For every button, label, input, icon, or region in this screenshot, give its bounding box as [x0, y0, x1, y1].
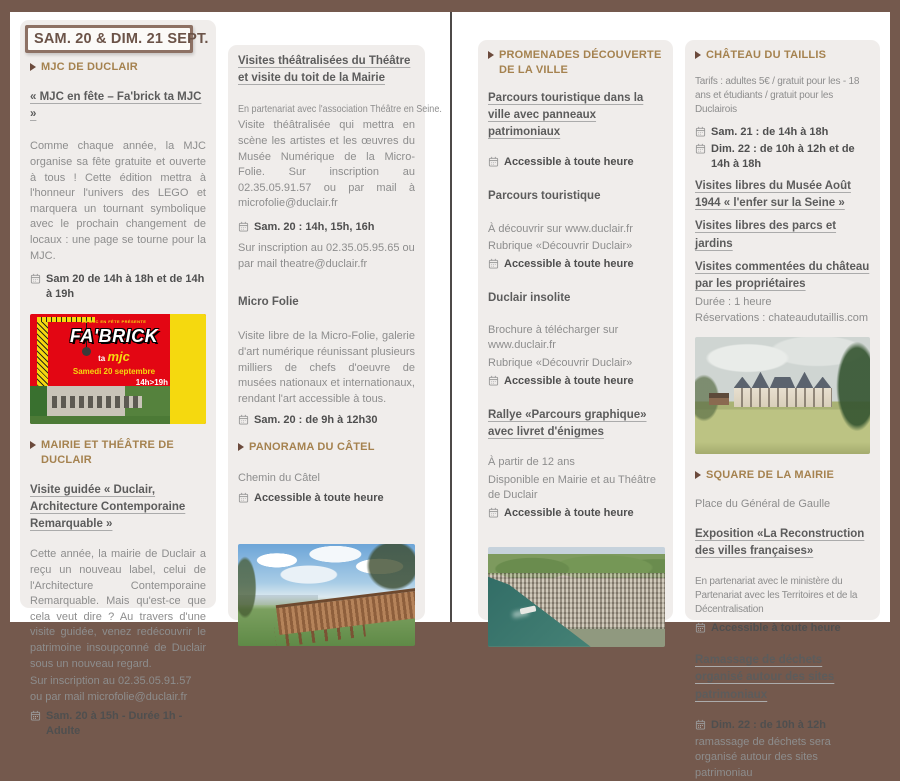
- lego-grass: [30, 416, 170, 424]
- calendar-icon: [695, 719, 706, 730]
- tree-foliage: [363, 544, 415, 594]
- schedule-line: [695, 621, 870, 636]
- column-promenades: [478, 40, 673, 620]
- calendar-icon: [695, 622, 706, 633]
- section-arrow-icon: [695, 51, 701, 59]
- date-banner-text: SAM. 20 & DIM. 21 SEPT.: [28, 28, 190, 50]
- poster-yellow-strip: [170, 314, 206, 424]
- event-description: Visite théâtralisée qui mettra en scène les artistes et les œuvres du Musée Numérique de la Micro-Folie. Sur inscription au 02.35.05.91.57 ou par mail à microfolie@duclair.fr: [238, 119, 415, 210]
- section-heading-label: MJC DE DUCLAIR: [41, 61, 138, 73]
- poster-kicker: LA MJC EN FÊTE PRÉSENTE: [81, 318, 147, 324]
- calendar-icon: [488, 156, 499, 167]
- info-line: Disponible en Mairie et au Théâtre de Duclair: [488, 473, 656, 502]
- section-arrow-icon: [30, 441, 36, 449]
- schedule-line: [488, 155, 663, 170]
- outbuilding: [709, 393, 729, 405]
- event-title: Visites libres du Musée Août 1944 « l'enfer sur la Seine »: [695, 179, 851, 210]
- lego-building-windows: [52, 396, 142, 408]
- info-line: Réservations : chateaudutaillis.com: [695, 312, 869, 325]
- info-line: ramassage de déchets sera organisé autour des sites patrimoniau: [695, 735, 831, 779]
- calendar-icon: [488, 375, 499, 386]
- schedule-line: [488, 506, 663, 521]
- roof: [752, 372, 770, 388]
- registration-note: Sur inscription au 02.35.05.91.57 ou par mail microfolie@duclair.fr: [30, 675, 192, 703]
- schedule-text: Accessible à toute heure: [711, 622, 841, 635]
- tree-foliage: [834, 337, 870, 436]
- brochure-spread: [10, 12, 890, 779]
- event-title: Duclair insolite: [488, 291, 571, 304]
- column-chateau-square: [685, 40, 880, 779]
- schedule-line: [238, 220, 415, 235]
- section-heading-label: SQUARE DE LA MAIRIE: [706, 468, 835, 481]
- info-line: À découvrir sur www.duclair.fr: [488, 222, 633, 235]
- schedule-line: [695, 718, 870, 733]
- info-line: Rubrique «Découvrir Duclair»: [488, 357, 633, 370]
- section-heading-label: CHÂTEAU DU TAILLIS: [706, 49, 827, 61]
- schedule-text: Accessible à toute heure: [504, 156, 634, 169]
- chateau-facade: [734, 388, 832, 407]
- event-title-micro-folie: Micro Folie: [238, 296, 299, 309]
- info-line: Brochure à télécharger sur www.duclair.fr: [488, 323, 619, 352]
- schedule-text: Dim. 22 : de 10h à 12h et de 14h à 18h: [711, 143, 855, 171]
- schedule-line: [488, 257, 663, 272]
- event-title: Visites libres des parcs et jardins: [695, 220, 837, 250]
- roof: [814, 377, 832, 388]
- schedule-line: [695, 125, 870, 140]
- event-title: Visites théâtralisées du Théâtre et visite du toit de la Mairie: [238, 55, 411, 85]
- schedule-line: [695, 142, 870, 172]
- schedule-text: Sam. 21 : de 14h à 18h: [711, 126, 829, 139]
- chateau-taillis-photo: [695, 337, 870, 454]
- event-description: Visite libre de la Micro-Folie, galerie d'art numérique réunissant plusieurs milliers de chefs d'oeuvre de musées nationaux et internationaux, rendant l'art accessible à tous.: [238, 330, 415, 405]
- section-heading-panorama: [238, 440, 415, 455]
- schedule-text: Accessible à toute heure: [254, 491, 384, 504]
- event-title: Exposition «La Reconstruction des villes françaises»: [695, 528, 865, 558]
- section-arrow-icon: [30, 63, 36, 71]
- lawn: [695, 442, 870, 454]
- event-title: Parcours touristique: [488, 190, 601, 203]
- calendar-icon: [238, 492, 249, 503]
- calendar-icon: [30, 710, 41, 721]
- schedule-line: [488, 374, 663, 389]
- column-mjc-mairie: [20, 20, 216, 738]
- calendar-icon: [238, 414, 249, 425]
- section-heading-mjc: [30, 60, 206, 75]
- section-heading-label: PROMENADES DÉCOUVERTE DE LA VILLE: [499, 49, 662, 76]
- poster-date: Samedi 20 septembre: [72, 366, 156, 376]
- section-heading-square: [695, 468, 870, 483]
- tree-foliage: [238, 552, 258, 623]
- event-title: Ramassage de déchets organisé autour des sites patrimoniaux: [695, 654, 835, 701]
- calendar-icon: [238, 221, 249, 232]
- poster-hours: 14h>19h: [135, 377, 168, 387]
- address-line: Place du Général de Gaulle: [695, 497, 831, 510]
- section-heading-label: PANORAMA DU CÂTEL: [249, 441, 375, 454]
- partner-note: En partenariat avec le ministère du Partenariat avec les Territoires et de la Décentralisation: [695, 575, 858, 615]
- schedule-text: Accessible à toute heure: [504, 506, 634, 519]
- mjc-event-poster: [30, 314, 206, 424]
- roof: [770, 377, 795, 388]
- tarifs-line: Tarifs : adultes 5€ / gratuit pour les - 18 ans et étudiants / gratuit pour les Duclairois: [695, 75, 860, 116]
- column-theatre-panorama: [228, 45, 442, 620]
- duclair-aerial-photo: [488, 547, 665, 647]
- section-arrow-icon: [238, 443, 244, 451]
- poster-subtitle: [56, 349, 172, 364]
- address-line: Chemin du Câtel: [238, 472, 320, 485]
- poster-title: FA'BRICK: [69, 325, 159, 346]
- section-heading-promenades: [488, 48, 663, 78]
- schedule-text: Sam. 20 : de 9h à 12h30: [254, 414, 378, 427]
- event-title: « MJC en fête – Fa'brick ta MJC »: [30, 90, 202, 121]
- schedule-text: Dim. 22 : de 10h à 12h: [711, 718, 826, 731]
- schedule-line: [30, 272, 206, 302]
- schedule-line: [30, 709, 206, 739]
- info-line: À partir de 12 ans: [488, 456, 575, 469]
- section-heading-mairie-theatre: [30, 438, 206, 468]
- info-line: Rubrique «Découvrir Duclair»: [488, 240, 633, 253]
- calendar-icon: [695, 143, 706, 154]
- section-arrow-icon: [695, 471, 701, 479]
- section-arrow-icon: [488, 51, 494, 59]
- date-banner: [25, 25, 209, 53]
- schedule-line: [238, 413, 415, 428]
- mjc-logo: mjc: [107, 348, 130, 364]
- schedule-text: Sam. 20 : 14h, 15h, 16h: [254, 221, 375, 234]
- schedule-text: Sam. 20 à 15h - Durée 1h - Adulte: [46, 710, 183, 738]
- event-title: Visite guidée « Duclair, Architecture Contemporaine Remarquable »: [30, 483, 186, 531]
- calendar-icon: [488, 507, 499, 518]
- section-heading-chateau: [695, 48, 870, 63]
- calendar-icon: [30, 273, 41, 284]
- event-title: Visites commentées du château par les propriétaires: [695, 260, 870, 291]
- event-description: Cette année, la mairie de Duclair a reçu un nouveau label, celui de l'Architecture Contemporaine Remarquable. Mais qu'est-ce que cela veut dire ? Au travers d'une visite guidée, venez redécouvrir le patrimoine insoupçonné de Duclair sous un nouveau regard.: [30, 548, 206, 670]
- poster-text-block: [56, 319, 172, 387]
- schedule-text: Accessible à toute heure: [504, 374, 634, 387]
- roof: [734, 377, 752, 388]
- schedule-text: Accessible à toute heure: [504, 257, 634, 270]
- schedule-text: Sam 20 de 14h à 18h et de 14h à 19h: [46, 273, 205, 301]
- page-divider: [450, 12, 452, 622]
- registration-note: Sur inscription au 02.35.05.95.65 ou par mail theatre@duclair.fr: [238, 241, 415, 270]
- event-title: Rallye «Parcours graphique» avec livret d'énigmes: [488, 408, 647, 438]
- calendar-icon: [488, 258, 499, 269]
- schedule-line: [238, 491, 415, 506]
- info-line: Durée : 1 heure: [695, 296, 772, 309]
- event-description: Comme chaque année, la MJC organise sa fête gratuite et ouverte à tous ! Cette édition mettra à l'honneur l'univers des LEGO et marquera un tournant symbolique avec le prochain changement de locaux : une page se tourne pour la MJC.: [30, 140, 206, 262]
- event-title: Parcours touristique dans la ville avec panneaux patrimoniaux: [488, 91, 644, 139]
- chateau-roofs: [734, 372, 832, 388]
- section-heading-label: MAIRIE ET THÉÂTRE DE DUCLAIR: [41, 438, 174, 466]
- panorama-catel-photo: [238, 544, 415, 646]
- poster-ta: ta: [98, 353, 106, 363]
- calendar-icon: [695, 126, 706, 137]
- partner-note: En partenariat avec l'association Théâtre en Seine.: [238, 102, 442, 115]
- roof: [796, 372, 814, 388]
